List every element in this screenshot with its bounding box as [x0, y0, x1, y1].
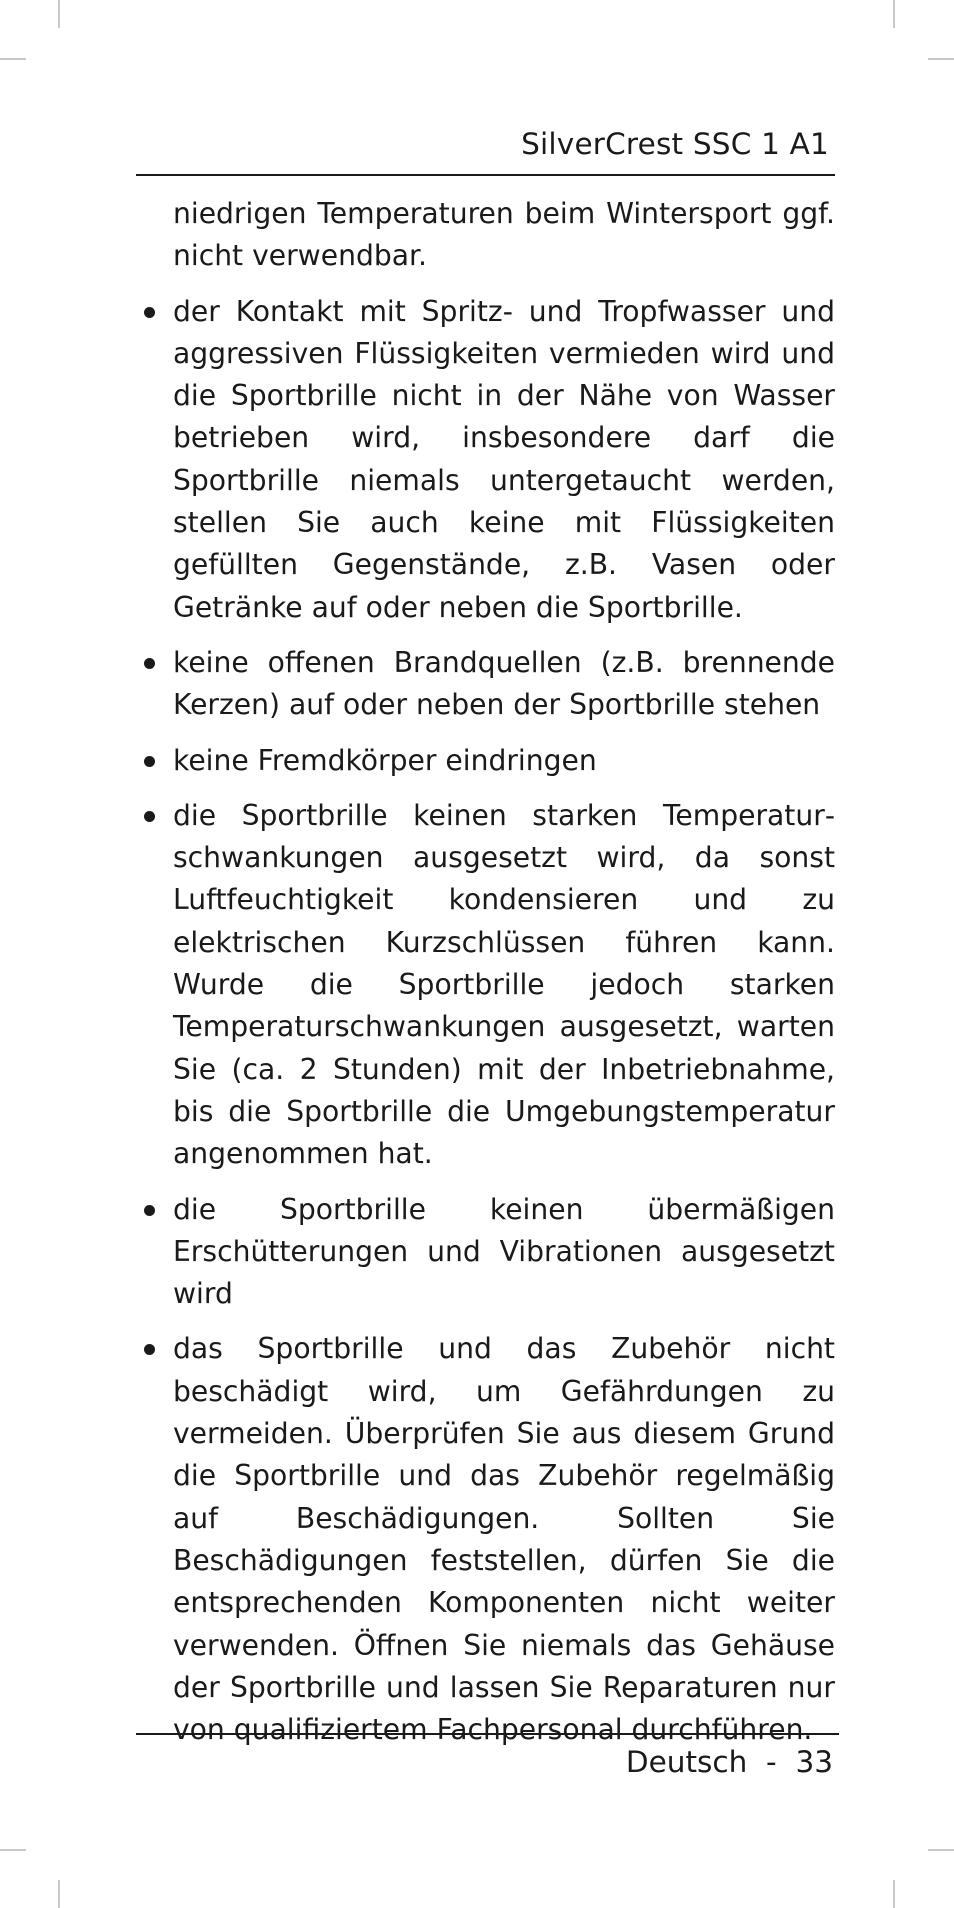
- list-item-text: der Kontakt mit Spritz- und Tropfwasser und aggressiven Flüssigkeiten vermieden wird und die Sportbrille nicht in der Nähe von Wasser betrieben wird, insbesondere darf die Sportbrille niemals untergetaucht werden, stellen Sie auch keine mit Flüssigkeiten gefüllten Gegenstände, z.B. Vasen oder Getränke auf oder neben die Sportbrille.: [173, 294, 835, 624]
- list-item-text: keine Fremdkörper eindringen: [173, 743, 597, 777]
- bullet-icon: [144, 307, 155, 318]
- crop-mark-bottom-right-h: [928, 1849, 954, 1851]
- list-item-text: die Sportbrille keinen übermäßigen Erschütterungen und Vibrationen ausgesetzt wird: [173, 1192, 835, 1311]
- crop-mark-bottom-left: [58, 1880, 60, 1908]
- bullet-list: [173, 291, 835, 1752]
- bullet-icon: [144, 811, 155, 822]
- list-item: [173, 1328, 835, 1751]
- bullet-icon: [144, 756, 155, 767]
- crop-mark-bottom-right: [893, 1880, 895, 1908]
- bullet-icon: [144, 1344, 155, 1355]
- list-item-text: das Sportbrille und das Zubehör nicht beschädigt wird, um Gefährdungen zu vermeiden. Überprüfen Sie aus diesem Grund die Sportbrille und das Zubehör regelmäßig auf Beschädigungen. Sollten Sie Beschädigungen feststellen, dürfen Sie die entsprechenden Komponenten nicht weiter verwenden. Öffnen Sie niemals das Gehäuse der Sportbrille und lassen Sie Reparaturen nur von qualifiziertem Fachpersonal durchführen.: [173, 1332, 835, 1747]
- crop-mark-bottom-left-h: [0, 1849, 26, 1851]
- page-number-label: Deutsch - 33: [625, 1745, 833, 1779]
- page-footer: [136, 1733, 839, 1793]
- list-item-text: keine offenen Brandquellen (z.B. brennende Kerzen) auf oder neben der Sportbrille stehen: [173, 645, 835, 722]
- bullet-icon: [144, 658, 155, 669]
- header-title: SilverCrest SSC 1 A1: [521, 127, 829, 161]
- page-header: [136, 118, 835, 176]
- list-item-text: die Sportbrille keinen starken Temperaturschwankungen ausgesetzt wird, da sonst Luftfeuchtigkeit kondensieren und zu elektrischen Kurzschlüssen führen kann. Wurde die Sportbrille jedoch starken Temperaturschwankungen ausgesetzt, warten Sie (ca. 2 Stunden) mit der Inbetriebnahme, bis die Sportbrille die Umgebungstemperatur angenommen hat.: [173, 798, 835, 1171]
- crop-mark-top-right-h: [928, 58, 954, 60]
- footer-rule: [136, 1733, 839, 1735]
- list-item: [173, 291, 835, 629]
- list-item: [173, 795, 835, 1176]
- intro-paragraph: niedrigen Temperaturen beim Wintersport ggf. nicht verwendbar.: [173, 197, 835, 273]
- list-item: [173, 1189, 835, 1316]
- header-rule: [136, 174, 835, 176]
- bullet-icon: [144, 1205, 155, 1216]
- crop-mark-top-left-h: [0, 58, 26, 60]
- list-item: [173, 740, 835, 782]
- page-body: [173, 193, 835, 1764]
- crop-mark-top-left: [58, 0, 60, 28]
- list-item: [173, 642, 835, 727]
- crop-mark-top-right: [893, 0, 895, 28]
